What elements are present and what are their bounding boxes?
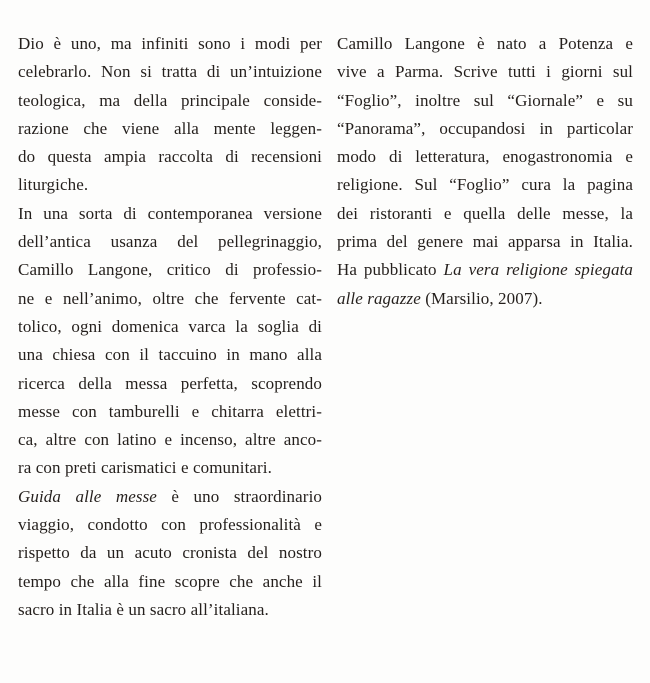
- text-line: [18, 341, 322, 369]
- text-line: [18, 596, 322, 624]
- text-segment: è uno straordinario: [156, 486, 322, 506]
- left-column: [18, 30, 322, 683]
- text-segment: ricerca della messa perfetta, scoprendo: [18, 373, 322, 393]
- text-segment: “Foglio”, inoltre sul “Giornale” e su: [337, 90, 633, 110]
- italic-text-segment: Guida alle messe: [18, 486, 157, 506]
- text-segment: religione. Sul “Foglio” cura la pagina: [337, 175, 633, 195]
- text-line: [18, 30, 322, 58]
- text-line: [337, 87, 633, 115]
- text-line: [18, 171, 322, 199]
- text-segment: viaggio, condotto con professionalità e: [18, 515, 322, 535]
- text-line: [337, 228, 633, 256]
- right-column: [337, 30, 633, 683]
- text-line: [18, 256, 322, 284]
- text-segment: ca, altre con latino e incenso, altre anco-: [18, 430, 322, 450]
- text-line: [18, 539, 322, 567]
- text-segment: messe con tamburelli e chitarra elettri-: [18, 401, 322, 421]
- text-segment: una chiesa con il taccuino in mano alla: [18, 345, 322, 365]
- text-segment: ra con preti carismatici e comunitari.: [18, 458, 272, 478]
- text-segment: do questa ampia raccolta di recensioni: [18, 147, 322, 167]
- text-segment: dell’antica usanza del pellegrinaggio,: [18, 232, 322, 252]
- text-segment: Dio è uno, ma infiniti sono i modi per: [18, 34, 322, 53]
- text-line: [18, 115, 322, 143]
- text-line: [18, 87, 322, 115]
- text-segment: tolico, ogni domenica varca la soglia di: [18, 316, 322, 336]
- text-line: [337, 200, 633, 228]
- text-segment: (Marsilio, 2007).: [420, 288, 543, 308]
- text-line: [337, 115, 633, 143]
- text-segment: dei ristoranti e quella delle messe, la: [337, 203, 633, 223]
- text-line: [18, 454, 322, 482]
- text-line: [18, 228, 322, 256]
- text-segment: In una sorta di contemporanea versione: [18, 203, 322, 223]
- text-segment: liturgiche.: [18, 175, 89, 195]
- text-line: [18, 511, 322, 539]
- text-segment: Camillo Langone, critico di professio-: [18, 260, 322, 280]
- text-line: [337, 171, 633, 199]
- text-segment: sacro in Italia è un sacro all’italiana.: [18, 599, 269, 619]
- italic-text-segment: La vera religione spiegata: [443, 260, 633, 280]
- text-line: [18, 285, 322, 313]
- italic-text-segment: alle ragazze: [337, 288, 421, 308]
- text-line: [18, 313, 322, 341]
- text-line: [18, 398, 322, 426]
- text-line: [18, 200, 322, 228]
- text-segment: “Panorama”, occupandosi in particolar: [337, 118, 633, 138]
- text-line: [337, 285, 633, 313]
- text-segment: vive a Parma. Scrive tutti i giorni sul: [337, 62, 633, 82]
- text-line: [18, 426, 322, 454]
- text-line: [337, 58, 633, 86]
- text-segment: prima del genere mai apparsa in Italia.: [337, 232, 633, 252]
- text-segment: teologica, ma della principale conside-: [18, 90, 322, 110]
- text-line: [337, 30, 633, 58]
- text-line: [18, 143, 322, 171]
- text-line: [18, 58, 322, 86]
- text-line: [337, 143, 633, 171]
- text-line: [18, 370, 322, 398]
- text-segment: ne e nell’animo, oltre che fervente cat-: [18, 288, 322, 308]
- text-segment: celebrarlo. Non si tratta di un’intuizione: [18, 62, 322, 82]
- text-segment: rispetto da un acuto cronista del nostro: [18, 543, 322, 563]
- text-segment: razione che viene alla mente leggen-: [18, 118, 322, 138]
- text-line: [337, 256, 633, 284]
- text-line: [18, 483, 322, 511]
- text-segment: modo di letteratura, enogastronomia e: [337, 147, 633, 167]
- text-segment: Camillo Langone è nato a Potenza e: [337, 34, 633, 53]
- text-segment: Ha pubblicato: [337, 260, 444, 280]
- text-segment: tempo che alla fine scopre che anche il: [18, 571, 322, 591]
- text-line: [18, 568, 322, 596]
